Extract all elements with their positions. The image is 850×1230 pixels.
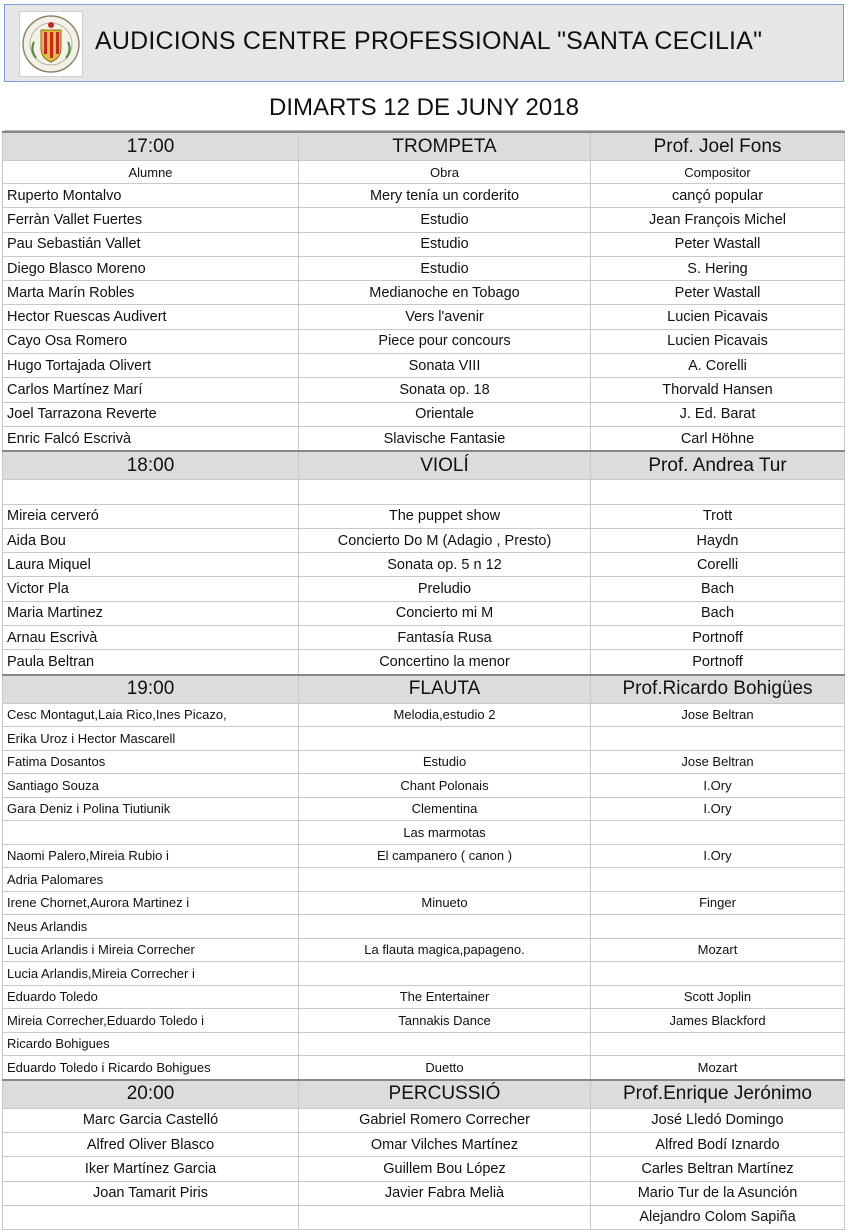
table-row xyxy=(3,577,845,601)
section-time: 18:00 xyxy=(3,451,299,480)
piece-cell: The puppet show xyxy=(299,504,591,528)
column-header-student: Alumne xyxy=(3,161,299,184)
piece-cell: Medianoche en Tobago xyxy=(299,281,591,305)
student-cell: Mireia Correcher,Eduardo Toledo i xyxy=(3,1009,299,1033)
student-cell: Fatima Dosantos xyxy=(3,750,299,774)
piece-cell xyxy=(299,915,591,939)
student-cell: Laura Miquel xyxy=(3,553,299,577)
student-cell: Cayo Osa Romero xyxy=(3,329,299,353)
table-row xyxy=(3,1056,845,1080)
student-cell: Ricardo Bohigues xyxy=(3,1032,299,1056)
performer-cell xyxy=(299,1205,591,1229)
table-row xyxy=(3,797,845,821)
composer-cell: Lucien Picavais xyxy=(591,305,845,329)
composer-cell xyxy=(591,821,845,845)
table-row xyxy=(3,1032,845,1056)
schedule-table xyxy=(2,131,845,1230)
student-cell: Ruperto Montalvo xyxy=(3,184,299,208)
piece-cell xyxy=(299,480,591,504)
performer-cell: Gabriel Romero Correcher xyxy=(299,1108,591,1132)
section-time: 17:00 xyxy=(3,132,299,161)
student-cell: Hector Ruescas Audivert xyxy=(3,305,299,329)
student-cell xyxy=(3,821,299,845)
page-title: AUDICIONS CENTRE PROFESSIONAL "SANTA CECILIA" xyxy=(95,27,763,55)
student-cell: Aida Bou xyxy=(3,528,299,552)
composer-cell: Mozart xyxy=(591,1056,845,1080)
table-row xyxy=(3,232,845,256)
composer-cell: Thorvald Hansen xyxy=(591,378,845,402)
table-row xyxy=(3,402,845,426)
piece-cell: Mery tenía un corderito xyxy=(299,184,591,208)
section-header xyxy=(3,1080,845,1109)
performer-cell: Alfred Bodí Iznardo xyxy=(591,1132,845,1156)
table-row xyxy=(3,774,845,798)
composer-cell: Haydn xyxy=(591,528,845,552)
composer-cell: Mozart xyxy=(591,938,845,962)
table-row xyxy=(3,727,845,751)
column-header-composer: Compositor xyxy=(591,161,845,184)
event-date: DIMARTS 12 DE JUNY 2018 xyxy=(4,86,844,131)
table-row xyxy=(3,426,845,451)
piece-cell: Fantasía Rusa xyxy=(299,626,591,650)
table-row xyxy=(3,1205,845,1229)
piece-cell: Sonata VIII xyxy=(299,354,591,378)
performer-cell: José Lledó Domingo xyxy=(591,1108,845,1132)
composer-cell xyxy=(591,1032,845,1056)
student-cell: Gara Deniz i Polina Tiutiunik xyxy=(3,797,299,821)
piece-cell: Sonata op. 5 n 12 xyxy=(299,553,591,577)
piece-cell xyxy=(299,1032,591,1056)
piece-cell: Orientale xyxy=(299,402,591,426)
student-cell: Maria Martinez xyxy=(3,601,299,625)
student-cell: Diego Blasco Moreno xyxy=(3,256,299,280)
table-row xyxy=(3,305,845,329)
section-instrument: FLAUTA xyxy=(299,675,591,704)
composer-cell: Jean François Michel xyxy=(591,208,845,232)
piece-cell: Estudio xyxy=(299,256,591,280)
school-logo xyxy=(19,11,83,77)
student-cell: Adria Palomares xyxy=(3,868,299,892)
composer-cell xyxy=(591,480,845,504)
section-teacher: Prof. Joel Fons xyxy=(591,132,845,161)
table-row xyxy=(3,821,845,845)
table-row xyxy=(3,1132,845,1156)
student-cell: Marta Marín Robles xyxy=(3,281,299,305)
performer-cell: Iker Martínez Garcia xyxy=(3,1157,299,1181)
piece-cell: Piece pour concours xyxy=(299,329,591,353)
piece-cell: Melodia,estudio 2 xyxy=(299,703,591,727)
performer-cell: Omar Vilches Martínez xyxy=(299,1132,591,1156)
composer-cell: J. Ed. Barat xyxy=(591,402,845,426)
composer-cell: Carl Höhne xyxy=(591,426,845,451)
performer-cell xyxy=(3,1205,299,1229)
composer-cell: Bach xyxy=(591,577,845,601)
composer-cell: Scott Joplin xyxy=(591,985,845,1009)
table-row xyxy=(3,480,845,504)
piece-cell: Slavische Fantasie xyxy=(299,426,591,451)
composer-cell: I.Ory xyxy=(591,774,845,798)
table-row xyxy=(3,528,845,552)
table-row xyxy=(3,626,845,650)
piece-cell: Concierto Do M (Adagio , Presto) xyxy=(299,528,591,552)
student-cell: Joel Tarrazona Reverte xyxy=(3,402,299,426)
piece-cell: Tannakis Dance xyxy=(299,1009,591,1033)
performer-cell: Carles Beltran Martínez xyxy=(591,1157,845,1181)
composer-cell: Jose Beltran xyxy=(591,703,845,727)
composer-cell: I.Ory xyxy=(591,844,845,868)
table-row xyxy=(3,329,845,353)
student-cell: Carlos Martínez Marí xyxy=(3,378,299,402)
table-row xyxy=(3,750,845,774)
composer-cell xyxy=(591,868,845,892)
composer-cell: Bach xyxy=(591,601,845,625)
section-time: 19:00 xyxy=(3,675,299,704)
table-row xyxy=(3,504,845,528)
piece-cell: Duetto xyxy=(299,1056,591,1080)
piece-cell: Preludio xyxy=(299,577,591,601)
composer-cell: Peter Wastall xyxy=(591,232,845,256)
table-row xyxy=(3,281,845,305)
student-cell: Arnau Escrivà xyxy=(3,626,299,650)
composer-cell: I.Ory xyxy=(591,797,845,821)
table-row xyxy=(3,985,845,1009)
composer-cell: A. Corelli xyxy=(591,354,845,378)
table-row xyxy=(3,354,845,378)
student-cell: Neus Arlandis xyxy=(3,915,299,939)
section-teacher: Prof.Enrique Jerónimo xyxy=(591,1080,845,1109)
student-cell: Cesc Montagut,Laia Rico,Ines Picazo, xyxy=(3,703,299,727)
section-header xyxy=(3,675,845,704)
piece-cell xyxy=(299,962,591,986)
student-cell: Paula Beltran xyxy=(3,650,299,675)
table-row xyxy=(3,844,845,868)
section-header xyxy=(3,451,845,480)
table-row xyxy=(3,1157,845,1181)
performer-cell: Alejandro Colom Sapiña xyxy=(591,1205,845,1229)
performer-cell: Joan Tamarit Piris xyxy=(3,1181,299,1205)
section-instrument: TROMPETA xyxy=(299,132,591,161)
composer-cell: Jose Beltran xyxy=(591,750,845,774)
piece-cell: Vers l'avenir xyxy=(299,305,591,329)
composer-cell xyxy=(591,962,845,986)
piece-cell: La flauta magica,papageno. xyxy=(299,938,591,962)
section-teacher: Prof.Ricardo Bohigües xyxy=(591,675,845,704)
composer-cell: Trott xyxy=(591,504,845,528)
table-row xyxy=(3,650,845,675)
piece-cell: Chant Polonais xyxy=(299,774,591,798)
piece-cell: Concertino la menor xyxy=(299,650,591,675)
table-row xyxy=(3,553,845,577)
table-row xyxy=(3,962,845,986)
composer-cell xyxy=(591,915,845,939)
student-cell: Pau Sebastián Vallet xyxy=(3,232,299,256)
table-row xyxy=(3,1009,845,1033)
student-cell: Victor Pla xyxy=(3,577,299,601)
column-header-piece: Obra xyxy=(299,161,591,184)
student-cell: Enric Falcó Escrivà xyxy=(3,426,299,451)
student-cell: Eduardo Toledo i Ricardo Bohigues xyxy=(3,1056,299,1080)
piece-cell: El campanero ( canon ) xyxy=(299,844,591,868)
piece-cell xyxy=(299,727,591,751)
composer-cell: Portnoff xyxy=(591,626,845,650)
student-cell: Lucia Arlandis i Mireia Correcher xyxy=(3,938,299,962)
piece-cell: The Entertainer xyxy=(299,985,591,1009)
section-instrument: PERCUSSIÓ xyxy=(299,1080,591,1109)
piece-cell: Concierto mi M xyxy=(299,601,591,625)
composer-cell: S. Hering xyxy=(591,256,845,280)
column-header-row xyxy=(3,161,845,184)
section-time: 20:00 xyxy=(3,1080,299,1109)
student-cell: Erika Uroz i Hector Mascarell xyxy=(3,727,299,751)
composer-cell: James Blackford xyxy=(591,1009,845,1033)
composer-cell xyxy=(591,727,845,751)
piece-cell xyxy=(299,868,591,892)
table-row xyxy=(3,256,845,280)
piece-cell: Estudio xyxy=(299,208,591,232)
header xyxy=(4,4,844,82)
performer-cell: Alfred Oliver Blasco xyxy=(3,1132,299,1156)
composer-cell: Portnoff xyxy=(591,650,845,675)
student-cell: Irene Chornet,Aurora Martinez i xyxy=(3,891,299,915)
section-teacher: Prof. Andrea Tur xyxy=(591,451,845,480)
table-row xyxy=(3,184,845,208)
composer-cell: Corelli xyxy=(591,553,845,577)
student-cell: Eduardo Toledo xyxy=(3,985,299,1009)
table-row xyxy=(3,915,845,939)
composer-cell: Lucien Picavais xyxy=(591,329,845,353)
piece-cell: Estudio xyxy=(299,750,591,774)
piece-cell: Las marmotas xyxy=(299,821,591,845)
student-cell: Mireia cerveró xyxy=(3,504,299,528)
table-row xyxy=(3,868,845,892)
performer-cell: Javier Fabra Melià xyxy=(299,1181,591,1205)
piece-cell: Clementina xyxy=(299,797,591,821)
student-cell: Ferràn Vallet Fuertes xyxy=(3,208,299,232)
student-cell: Hugo Tortajada Olivert xyxy=(3,354,299,378)
performer-cell: Marc Garcia Castelló xyxy=(3,1108,299,1132)
piece-cell: Minueto xyxy=(299,891,591,915)
table-row xyxy=(3,1108,845,1132)
student-cell: Santiago Souza xyxy=(3,774,299,798)
composer-cell: Finger xyxy=(591,891,845,915)
table-row xyxy=(3,1181,845,1205)
student-cell: Lucia Arlandis,Mireia Correcher i xyxy=(3,962,299,986)
table-row xyxy=(3,208,845,232)
performer-cell: Guillem Bou López xyxy=(299,1157,591,1181)
composer-cell: Peter Wastall xyxy=(591,281,845,305)
performer-cell: Mario Tur de la Asunción xyxy=(591,1181,845,1205)
student-cell: Naomi Palero,Mireia Rubio i xyxy=(3,844,299,868)
table-row xyxy=(3,703,845,727)
piece-cell: Sonata op. 18 xyxy=(299,378,591,402)
section-header xyxy=(3,132,845,161)
table-row xyxy=(3,891,845,915)
section-instrument: VIOLÍ xyxy=(299,451,591,480)
piece-cell: Estudio xyxy=(299,232,591,256)
table-row xyxy=(3,601,845,625)
student-cell xyxy=(3,480,299,504)
composer-cell: cançó popular xyxy=(591,184,845,208)
table-row xyxy=(3,378,845,402)
table-row xyxy=(3,938,845,962)
